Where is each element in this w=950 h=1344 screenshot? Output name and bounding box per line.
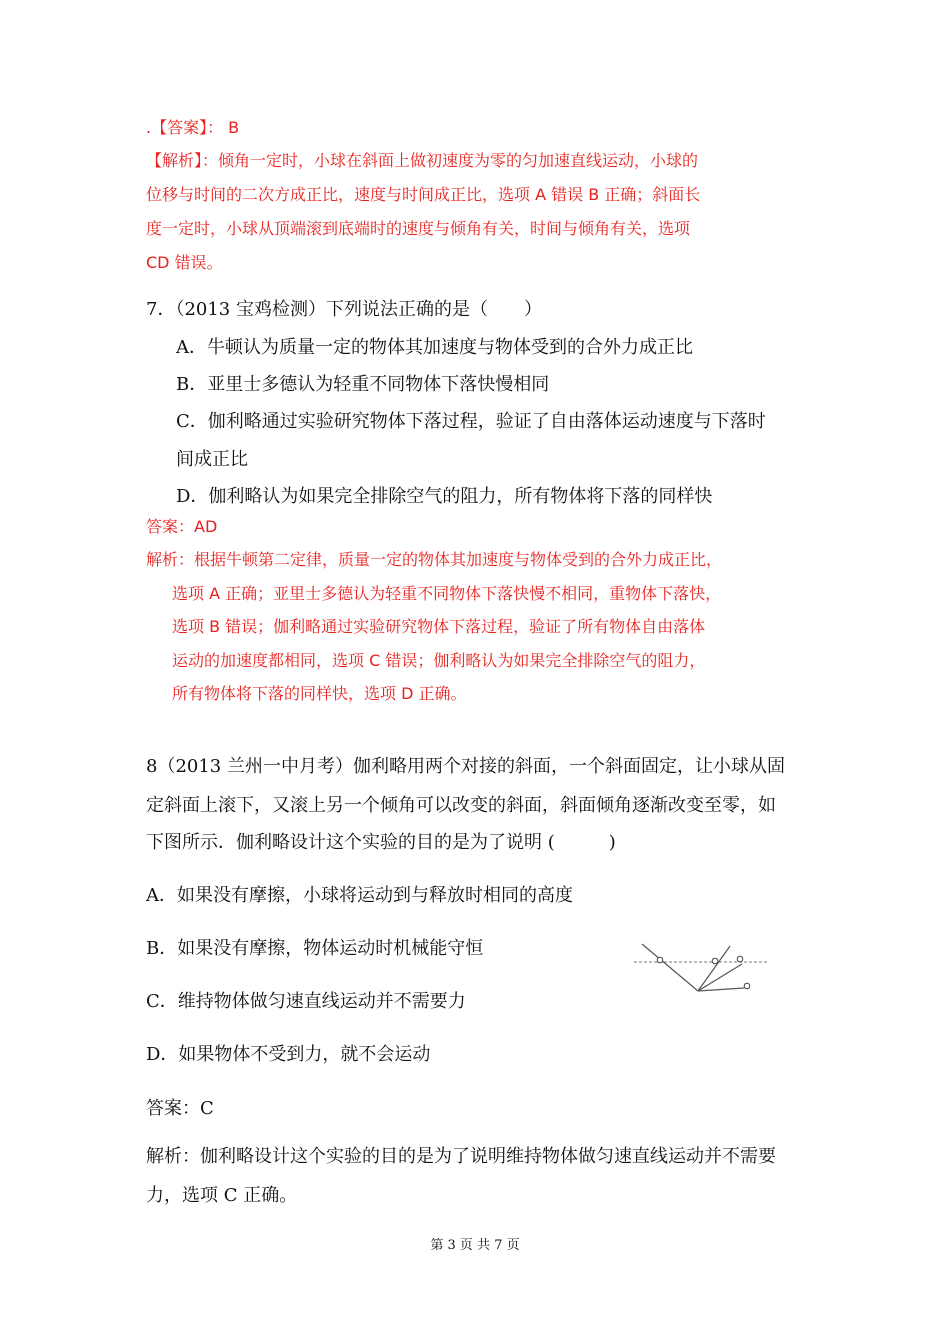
q6-answer: .【答案】： B [146, 118, 240, 137]
q6-analysis-line: 位移与时间的二次方成正比，速度与时间成正比，选项 A 错误 B 正确；斜面长 [146, 185, 701, 204]
q8-option-a: A．如果没有摩擦，小球将运动到与释放时相同的高度 [146, 885, 573, 906]
q6-analysis-line: 【解析】：倾角一定时，小球在斜面上做初速度为零的匀加速直线运动，小球的 [146, 151, 699, 170]
q7-option-d: D．伽利略认为如果完全排除空气的阻力，所有物体将下落的同样快 [176, 486, 713, 507]
q7-option-a: A．牛顿认为质量一定的物体其加速度与物体受到的合外力成正比 [176, 337, 693, 358]
q8-option-c: C．维持物体做匀速直线运动并不需要力 [146, 991, 466, 1012]
q7-answer: 答案：AD [146, 517, 218, 536]
steep-incline [698, 946, 730, 991]
q8-answer: 答案：C [146, 1098, 214, 1119]
q8-analysis-line: 解析：伽利略设计这个实验的目的是为了说明维持物体做匀速直线运动并不需要 [146, 1146, 776, 1167]
q7-stem: 7．（2013 宝鸡检测）下列说法正确的是（ ） [146, 299, 542, 320]
q7-option-c: C．伽利略通过实验研究物体下落过程，验证了自由落体运动速度与下落时 [176, 411, 766, 432]
ball-steep [712, 958, 718, 964]
ball-shallow [744, 983, 750, 989]
q7-analysis-line: 解析：根据牛顿第二定律，质量一定的物体其加速度与物体受到的合外力成正比， [146, 550, 723, 569]
q8-option-b: B．如果没有摩擦，物体运动时机械能守恒 [146, 938, 484, 959]
q8-stem-line: 定斜面上滚下，又滚上另一个倾角可以改变的斜面，斜面倾角逐渐改变至零，如 [146, 795, 776, 816]
q8-option-d: D．如果物体不受到力，就不会运动 [146, 1044, 431, 1065]
medium-incline [698, 964, 742, 991]
q7-option-c-cont: 间成正比 [176, 449, 248, 470]
q7-analysis-line: 选项 B 错误；伽利略通过实验研究物体下落过程，验证了所有物体自由落体 [172, 617, 706, 636]
q7-analysis-line: 所有物体将下落的同样快，选项 D 正确。 [172, 684, 467, 703]
q7-analysis-line: 运动的加速度都相同，选项 C 错误；伽利略认为如果完全排除空气的阻力， [172, 651, 706, 670]
ball-medium [737, 956, 743, 962]
q8-stem-line: 下图所示．伽利略设计这个实验的目的是为了说明 ( ) [146, 832, 616, 853]
q8-stem-line: 8（2013 兰州一中月考）伽利略用两个对接的斜面，一个斜面固定，让小球从固 [146, 756, 785, 777]
q8-analysis-line: 力，选项 C 正确。 [146, 1185, 298, 1206]
fixed-incline [642, 944, 698, 991]
shallow-incline [698, 988, 744, 991]
inclined-plane-diagram [632, 938, 772, 998]
q7-option-b: B．亚里士多德认为轻重不同物体下落快慢相同 [176, 374, 550, 395]
q6-analysis-line: 度一定时，小球从顶端滚到底端时的速度与倾角有关，时间与倾角有关，选项 [146, 219, 691, 238]
page-footer: 第 3 页 共 7 页 [430, 1238, 520, 1253]
ball-start [657, 957, 663, 963]
q6-analysis-line: CD 错误。 [146, 253, 223, 272]
q7-analysis-line: 选项 A 正确；亚里士多德认为轻重不同物体下落快慢不相同，重物体下落快， [172, 584, 722, 603]
